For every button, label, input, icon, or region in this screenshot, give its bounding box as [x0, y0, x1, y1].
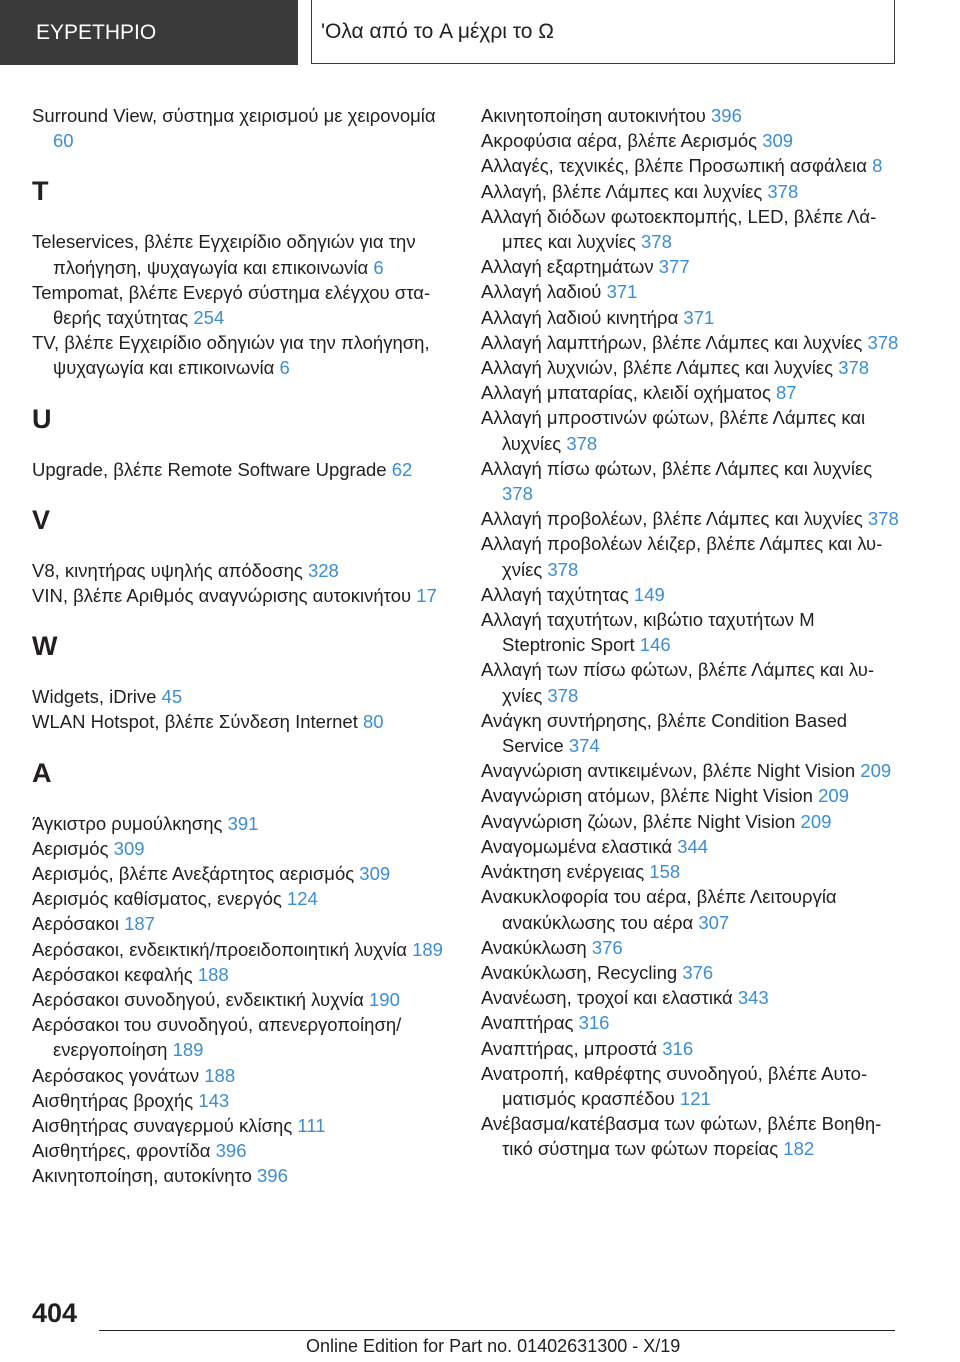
index-entry-text: Αλλαγή λαδιού κινητήρα [481, 306, 679, 328]
index-entry [32, 1138, 452, 1163]
page-reference-link[interactable]: 371 [683, 306, 715, 328]
index-entry-text: Αλλαγή πίσω φώτων, βλέπε Λάμπες και λυχνίες [481, 457, 873, 479]
index-entry-text: Teleservices, βλέπε Εγχειρίδιο οδηγιών για την πλοήγηση, ψυχαγωγία και επικοινωνία [32, 231, 416, 278]
index-letter-heading: V [32, 504, 51, 535]
index-entry [32, 1012, 452, 1062]
index-entry-text: Άγκιστρο ρυμούλκησης [32, 812, 223, 834]
page-reference-link[interactable]: 377 [658, 256, 690, 278]
index-column-right [481, 103, 901, 1162]
page-reference-link[interactable]: 371 [606, 281, 638, 303]
index-entry-text: Ανανέωση, τροχοί και ελαστικά [481, 987, 733, 1009]
index-entry-text: VIN, βλέπε Αριθμός αναγνώρισης αυτοκινήτου [32, 585, 412, 607]
index-entry-text: Αερόσακοι [32, 913, 119, 935]
index-entry [32, 558, 452, 583]
index-entry [481, 506, 901, 531]
page-reference-link[interactable]: 188 [204, 1064, 236, 1086]
index-entry-text: Αλλαγή ταχύτητας [481, 583, 629, 605]
index-entry [32, 836, 452, 861]
index-entry-text: Ακροφύσια αέρα, βλέπε Αερισμός [481, 130, 758, 152]
index-entry [481, 1010, 901, 1035]
page-reference-link[interactable]: 209 [800, 810, 832, 832]
page-reference-link[interactable]: 316 [662, 1037, 694, 1059]
index-entry-text: Αλλαγή των πίσω φώτων, βλέπε Λάμπες και λυχνίες [481, 659, 875, 706]
index-entry-text: Αναπτήρας [481, 1012, 574, 1034]
index-entry [481, 1036, 901, 1061]
index-entry-text: Upgrade, βλέπε Remote Software Upgrade [32, 458, 387, 480]
index-entry-text: Ανακύκλωση [481, 936, 587, 958]
page-reference-link[interactable]: 309 [359, 863, 391, 885]
index-entry [32, 811, 452, 836]
index-entry [32, 457, 452, 482]
page-reference-link[interactable]: 391 [227, 812, 259, 834]
page-reference-link[interactable]: 378 [767, 180, 799, 202]
page-reference-link[interactable]: 158 [649, 861, 681, 883]
page-reference-link[interactable]: 209 [818, 785, 849, 807]
index-entry [481, 884, 901, 934]
index-entry-text: Αερόσακοι συνοδηγού, ενδεικτική λυχνία [32, 989, 364, 1011]
page-reference-link[interactable]: 6 [373, 256, 384, 278]
page-reference-link[interactable]: 187 [124, 913, 155, 935]
index-entry [481, 657, 901, 707]
index-entry [481, 405, 901, 455]
index-entry-text: Αλλαγή μπαταρίας, κλειδί οχήματος [481, 382, 771, 404]
index-entry-text: Αλλαγή μπροστινών φώτων, βλέπε Λάμπες και λυχνίες [481, 407, 866, 454]
index-entry-text: Ανάγκη συντήρησης, βλέπε Condition Based Service [481, 709, 848, 757]
index-entry-text: Αναγνώριση ατόμων, βλέπε Night Vision [481, 785, 813, 807]
index-entry [481, 859, 901, 884]
index-column-left [32, 103, 452, 1189]
page-reference-link[interactable]: 396 [215, 1140, 247, 1162]
page-reference-link[interactable]: 374 [568, 735, 600, 757]
index-entry [481, 1111, 901, 1161]
page-reference-link[interactable]: 378 [547, 684, 579, 706]
index-entry [32, 330, 452, 380]
index-entry-text: Ακινητοποίηση, αυτοκίνητο [32, 1165, 252, 1187]
page-reference-link[interactable]: 254 [193, 307, 225, 329]
edition-note: Online Edition for Part no. 01402631300 - X/19 [306, 1336, 681, 1356]
index-entry-text: Widgets, iDrive [32, 686, 157, 708]
page-reference-link[interactable]: 62 [391, 458, 413, 480]
index-entry [481, 960, 901, 985]
index-entry [481, 355, 901, 380]
index-entry-text: Αερόσακοι κεφαλής [32, 963, 193, 985]
index-entry-text: WLAN Hotspot, βλέπε Σύνδεση Internet [32, 711, 358, 733]
index-entry [481, 204, 901, 254]
index-letter-heading: T [32, 176, 49, 207]
index-entry-text: Ανατροπή, καθρέφτης συνοδηγού, βλέπε Αυτοματισμός κρασπέδου [481, 1062, 868, 1109]
page-reference-link[interactable]: 124 [286, 888, 318, 910]
page-reference-link[interactable]: 378 [867, 508, 899, 530]
index-entry [32, 1088, 452, 1113]
index-entry [481, 128, 901, 153]
index-entry [481, 758, 901, 783]
index-entry [481, 254, 901, 279]
page-reference-link[interactable]: 378 [641, 231, 672, 253]
index-entry-text: Αλλαγή διόδων φωτοεκπομπής, LED, βλέπε Λάμπες και λυχνίες [481, 205, 877, 253]
page-reference-link[interactable]: 60 [53, 130, 74, 152]
index-entry-text: Αλλαγή λυχνιών, βλέπε Λάμπες και λυχνίες [481, 357, 834, 379]
index-entry-text: Αναγομωμένα ελαστικά [481, 835, 673, 857]
page-reference-link[interactable]: 182 [783, 1138, 815, 1160]
page-reference-link[interactable]: 8 [872, 155, 883, 177]
index-entry-text: Αλλαγή, βλέπε Λάμπες και λυχνίες [481, 180, 763, 202]
index-entry [481, 809, 901, 834]
index-entry [481, 985, 901, 1010]
index-entry-text: Αλλαγές, τεχνικές, βλέπε Προσωπική ασφάλεια [481, 155, 867, 177]
index-entry-text: V8, κινητήρας υψηλής απόδοσης [32, 559, 303, 581]
index-entry [481, 380, 901, 405]
index-entry-text: Αλλαγή ταχυτήτων, κιβώτιο ταχυτήτων M Steptronic Sport [481, 609, 815, 656]
page-reference-link[interactable]: 190 [369, 989, 400, 1011]
index-entry [481, 783, 901, 808]
index-entry [32, 1113, 452, 1138]
index-entry-text: Αερισμός, βλέπε Ανεξάρτητος αερισμός [32, 863, 355, 885]
index-entry-text: Αλλαγή λαδιού [481, 281, 602, 303]
index-entry [481, 305, 901, 330]
index-entry [32, 229, 452, 279]
index-entry [481, 179, 901, 204]
index-entry [481, 708, 901, 758]
page-reference-link[interactable]: 396 [257, 1165, 288, 1187]
index-entry [32, 911, 452, 936]
index-entry-text: Αερόσακοι του συνοδηγού, απενεργοποίηση/ ενεργοποίηση [32, 1014, 402, 1061]
index-entry-text: TV, βλέπε Εγχειρίδιο οδηγιών για την πλοήγηση, ψυχαγωγία και επικοινωνία [32, 332, 430, 379]
index-entry [481, 103, 901, 128]
index-entry-text: Αναγνώριση ζώων, βλέπε Night Vision [481, 810, 796, 832]
index-letter-heading: U [32, 403, 52, 434]
page-reference-link[interactable]: 378 [566, 432, 598, 454]
page-reference-link[interactable]: 188 [197, 963, 229, 985]
index-entry-text: Αισθητήρας βροχής [32, 1089, 194, 1111]
index-entry [481, 935, 901, 960]
index-entry [32, 583, 452, 608]
index-entry-text: Αλλαγή προβολέων, βλέπε Λάμπες και λυχνίες [481, 508, 863, 530]
index-entry-text: Αερόσακοι, ενδεικτική/προειδοποιητική λυχνία [32, 938, 407, 960]
index-entry [32, 1063, 452, 1088]
page-reference-link[interactable]: 343 [737, 987, 769, 1009]
index-entry-text: Αερισμός καθίσματος, ενεργός [32, 888, 282, 910]
page-reference-link[interactable]: 378 [867, 331, 899, 353]
index-entry-text: Αλλαγή λαμπτήρων, βλέπε Λάμπες και λυχνίες [481, 331, 863, 353]
index-entry-text: Αερισμός [32, 837, 109, 859]
index-entry [32, 861, 452, 886]
page-reference-link[interactable]: 146 [639, 634, 671, 656]
page-reference-link[interactable]: 307 [698, 911, 730, 933]
page-reference-link[interactable]: 376 [682, 961, 714, 983]
page-reference-link[interactable]: 111 [297, 1115, 326, 1137]
index-tab[interactable]: ΕΥΡΕΤΗΡΙΟ [0, 0, 298, 65]
index-entry-text: Ανακύκλωση, Recycling [481, 961, 678, 983]
index-entry [481, 1061, 901, 1111]
index-entry-text: Ακινητοποίηση αυτοκινήτου [481, 105, 706, 126]
index-entry-text: Αναπτήρας, μπροστά [481, 1037, 658, 1059]
index-entry [481, 607, 901, 657]
index-entry [481, 834, 901, 859]
index-entry [32, 937, 452, 962]
page-reference-link[interactable]: 344 [677, 835, 709, 857]
index-entry [32, 280, 452, 330]
index-entry-text: Tempomat, βλέπε Ενεργό σύστημα ελέγχου σταθερής ταχύτητας [32, 281, 431, 329]
index-entry [32, 962, 452, 987]
page-reference-link[interactable]: 378 [838, 357, 870, 379]
index-entry-text: Αισθητήρας συναγερμού κλίσης [32, 1115, 293, 1137]
page-reference-link[interactable]: 149 [633, 583, 665, 605]
index-entry [481, 330, 901, 355]
page-reference-link[interactable]: 316 [578, 1012, 610, 1034]
page-reference-link[interactable]: 189 [172, 1039, 204, 1061]
page-reference-link[interactable]: 209 [860, 760, 892, 782]
page-reference-link[interactable]: 378 [502, 483, 533, 505]
page-reference-link[interactable]: 143 [198, 1089, 230, 1111]
index-entry-text: Αναγνώριση αντικειμένων, βλέπε Night Vision [481, 760, 856, 782]
page-reference-link[interactable]: 6 [279, 357, 290, 379]
index-entry-text: Αλλαγή εξαρτημάτων [481, 256, 654, 278]
index-entry-text: Ανέβασμα/κατέβασμα των φώτων, βλέπε Βοηθητικό σύστημα των φώτων πορείας [481, 1113, 882, 1160]
index-entry [32, 1163, 452, 1188]
page-reference-link[interactable]: 45 [161, 686, 183, 708]
index-entry [32, 709, 452, 734]
a-to-z-tab[interactable]: 'Ολα από το A μέχρι το Ω [311, 0, 895, 64]
page-reference-link[interactable]: 189 [412, 938, 443, 960]
index-entry-text: Ανάκτηση ενέργειας [481, 861, 645, 883]
page-reference-link[interactable]: 87 [776, 382, 797, 404]
index-entry [32, 684, 452, 709]
page-reference-link[interactable]: 121 [679, 1087, 711, 1109]
page-number: 404 [32, 1298, 78, 1328]
page-reference-link[interactable]: 376 [591, 936, 623, 958]
index-entry-text: Αλλαγή προβολέων λέιζερ, βλέπε Λάμπες και λυχνίες [481, 533, 883, 580]
page-reference-link[interactable]: 309 [762, 130, 794, 152]
page-reference-link[interactable]: 328 [307, 559, 339, 581]
index-entry [32, 987, 452, 1012]
index-entry [481, 531, 901, 581]
index-entry [32, 103, 452, 153]
index-letter-heading: A [32, 757, 52, 788]
index-entry-text: Ανακυκλοφορία του αέρα, βλέπε Λειτουργία ανακύκλωσης του αέρα [481, 886, 837, 933]
index-entry-text: Αισθητήρες, φροντίδα [32, 1140, 211, 1162]
page-reference-link[interactable]: 17 [416, 585, 437, 607]
index-entry [481, 153, 901, 178]
index-entry-text: Αερόσακος γονάτων [32, 1064, 200, 1086]
page-reference-link[interactable]: 378 [547, 558, 579, 580]
page-reference-link[interactable]: 309 [113, 837, 145, 859]
index-entry [481, 456, 901, 506]
index-entry [32, 886, 452, 911]
footer-divider [99, 1330, 895, 1331]
index-entry-text: Surround View, σύστημα χειρισμού με χειρονομία [32, 105, 436, 126]
index-entry [481, 582, 901, 607]
index-entry [481, 279, 901, 304]
page-reference-link[interactable]: 80 [363, 711, 384, 733]
index-letter-heading: W [32, 631, 58, 662]
page-reference-link[interactable]: 396 [711, 105, 742, 126]
